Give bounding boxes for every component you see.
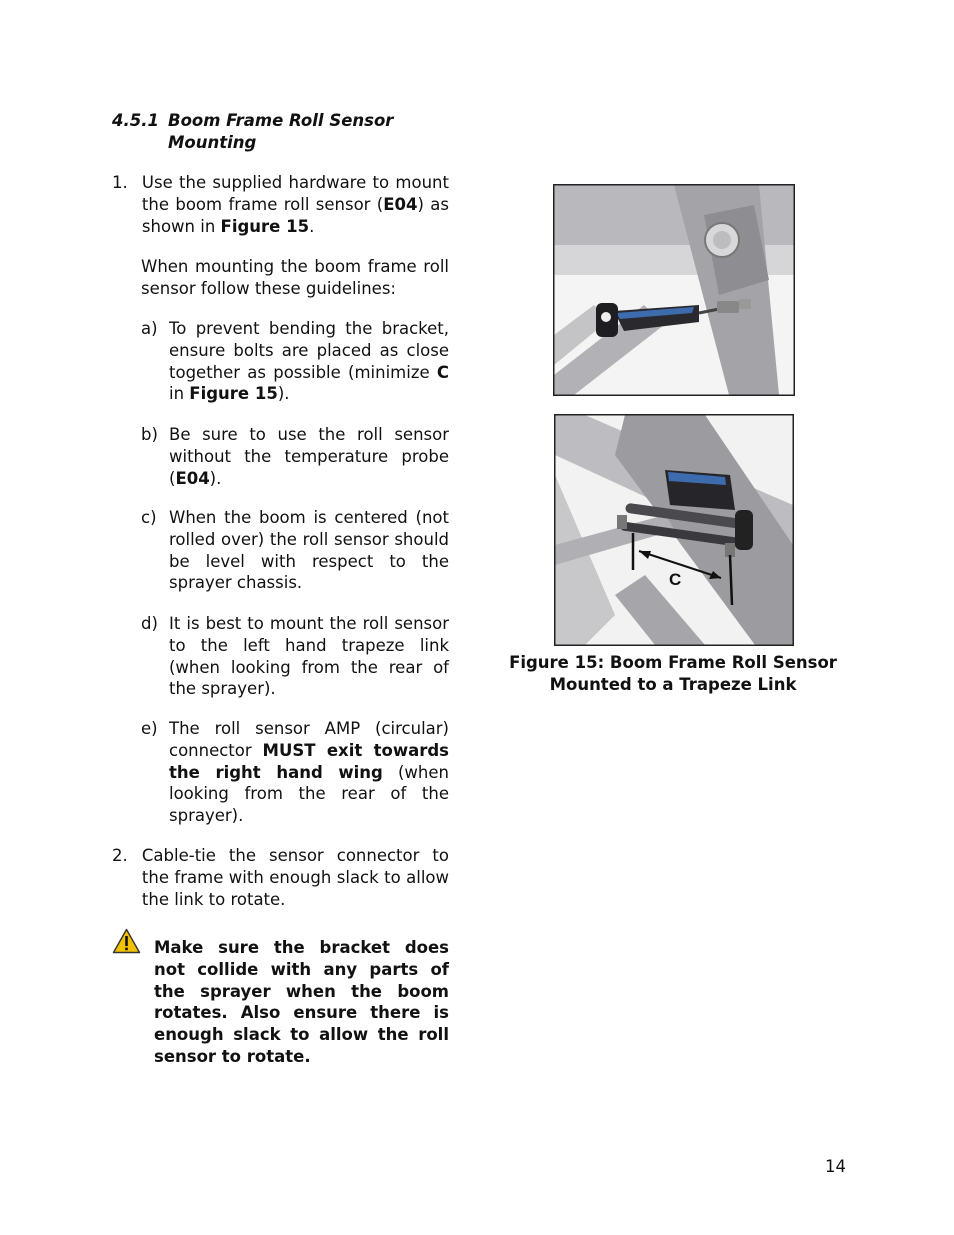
guideline-d [141,613,449,700]
dimension-label-c: C [669,570,682,589]
guideline-c [141,507,449,594]
figure-caption-line2: Mounted to a Trapeze Link [549,674,797,694]
warning-triangle-icon [112,928,141,954]
warning-text: Make sure the bracket does not collide with any parts of the sprayer when the boom rotates. Also ensure there is enough slack to allow the roll sensor to rotate. [154,938,449,1066]
boom-frame-illustration [554,185,794,395]
guideline-b [141,424,449,489]
guidelines-intro: When mounting the boom frame roll sensor follow these guidelines: [141,257,449,298]
guideline-e-text: The roll sensor AMP (circular) connector MUST exit towards the right hand wing (when looking from the rear of the sprayer). [169,719,449,826]
figure-reference: Figure 15 [220,216,310,236]
guideline-d-label: d) [141,614,158,633]
figure-caption-line1: Figure 15: Boom Frame Roll Sensor [509,653,837,672]
section-title-line2: Mounting [168,132,257,152]
trapeze-link-illustration [555,415,793,645]
guideline-c-text: When the boom is centered (not rolled over) the roll sensor should be level with respect to the sprayer chassis. [169,508,449,593]
section-title-line1: Boom Frame Roll Sensor [168,111,394,130]
guideline-a-text: To prevent bending the bracket, ensure bolts are placed as close together as possible (minimize C in Figure 15). [169,319,449,404]
code-e04: E04 [383,194,418,214]
guideline-c-label: c) [141,508,157,527]
step-2-text: Cable-tie the sensor connector to the frame with enough slack to allow the link to rotate. [141,846,449,909]
figure-photo-top [553,184,795,396]
page-number: 14 [825,1157,846,1176]
dimension-c-ref: C [436,362,449,382]
connector-direction-emphasis: MUST exit towards the right hand wing [169,740,449,782]
step-1-text: Use the supplied hardware to mount the boom frame roll sensor (E04) as shown in Figure 15. [141,173,449,236]
figure-reference: Figure 15 [189,384,278,404]
guideline-a [141,318,449,405]
guideline-b-text: Be sure to use the roll sensor without the temperature probe (E04). [169,425,449,488]
code-e04: E04 [175,468,210,488]
step-1-number: 1. [112,173,128,192]
section-heading [112,110,452,154]
guideline-b-label: b) [141,425,158,444]
step-2 [112,845,449,910]
figure-caption [505,652,841,696]
figure-photo-bottom [554,414,794,646]
section-number: 4.5.1 [112,111,159,130]
warning-icon-wrapper [112,928,142,956]
step-2-number: 2. [112,846,128,865]
guideline-e [141,718,449,827]
guideline-a-label: a) [141,319,158,338]
guideline-d-text: It is best to mount the roll sensor to the left hand trapeze link (when looking from the rear of the sprayer). [169,614,449,699]
step-1 [112,172,449,237]
guideline-e-label: e) [141,719,158,738]
